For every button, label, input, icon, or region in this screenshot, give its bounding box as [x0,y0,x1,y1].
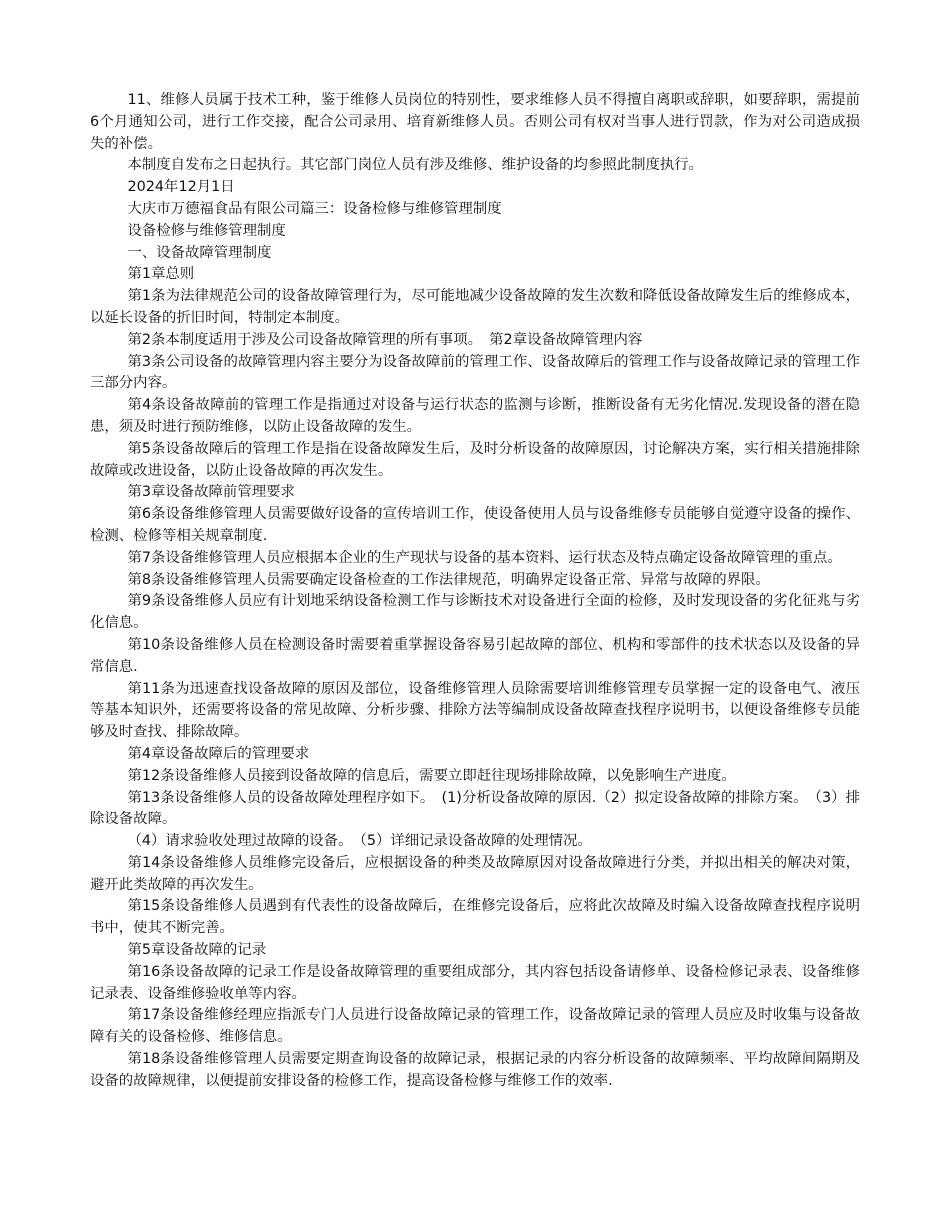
paragraph-article-2: 第2条本制度适用于涉及公司设备故障管理的所有事项。 第2章设备故障管理内容 [127,331,643,348]
paragraph-doc-title: 设备检修与维修管理制度 [127,222,286,239]
paragraph-chapter-1: 第1章总则 [127,266,195,283]
paragraph-section-heading: 一、设备故障管理制度 [127,244,272,261]
paragraph-article-15: 第15条设备维修人员遇到有代表性的设备故障后，在维修完设备后，应将此次故障及时编入设备故障查找程序说明书中，使其不断完善。 [90,898,860,937]
paragraph-article-11: 第11条为迅速查找设备故障的原因及部位，设备维修管理人员除需要培训维修管理专员掌握一定的设备电气、液压等基本知识外，还需要将设备的常见故障、分析步骤、排除方法等编制成设备故障查找程序说明书，以便设备维修专员能够及时查找、排除故障。 [90,680,860,741]
paragraph-article-18: 第18条设备维修管理人员需要定期查询设备的故障记录，根据记录的内容分析设备的故障频率、平均故障间隔期及设备的故障规律，以便提前安排设备的检修工作，提高设备检修与维修工作的效率. [90,1051,860,1089]
paragraph-article-7: 第7条设备维修管理人员应根据本企业的生产现状与设备的基本资料、运行状态及特点确定设备故障管理的重点。 [127,549,842,566]
paragraph-article-1: 第1条为法律规范公司的设备故障管理行为，尽可能地减少设备故障的发生次数和降低设备故障发生后的维修成本，以延长设备的折旧时间，特制定本制度。 [90,288,860,326]
paragraph-article-16: 第16条设备故障的记录工作是设备故障管理的重要组成部分，其内容包括设备请修单、设备检修记录表、设备维修记录表、设备维修验收单等内容。 [90,963,860,1002]
paragraph-article-13-steps: （4）请求验收处理过故障的设备。 （5）详细记录设备故障的处理情况。 [127,833,592,850]
paragraph-resignation-rule: 11、维修人员属于技术工种，鉴于维修人员岗位的特别性，要求维修人员不得擅自离职或辞职，如要辞职，需提前6个月通知公司，进行工作交接，配合公司录用、培育新维修人员。否则公司有权对当事人进行罚款，作为对公司造成损失的补偿。 [90,92,860,152]
paragraph-date: 2024年12月1日 [127,179,235,196]
paragraph-effective-statement: 本制度自发布之日起执行。其它部门岗位人员有涉及维修、维护设备的均参照此制度执行。 [127,157,704,174]
paragraph-company-heading: 大庆市万德福食品有限公司篇三：设备检修与维修管理制度 [127,200,502,217]
paragraph-article-12: 第12条设备维修人员接到设备故障的信息后，需要立即赶往现场排除故障，以免影响生产进度。 [127,767,736,784]
paragraph-chapter-3: 第3章设备故障前管理要求 [127,484,295,501]
paragraph-article-8: 第8条设备维修管理人员需要确定设备检查的工作法律规范，明确界定设备正常、异常与故障的界限。 [127,571,770,588]
paragraph-article-4: 第4条设备故障前的管理工作是指通过对设备与运行状态的监测与诊断，推断设备有无劣化情况.发现设备的潜在隐患，须及时进行预防维修，以防止设备故障的发生。 [90,397,860,435]
paragraph-article-13: 第13条设备维修人员的设备故障处理程序如下。 (1)分析设备故障的原因.（2）拟定设备故障的排除方案。 （3）排除设备故障。 [90,789,860,828]
paragraph-article-6: 第6条设备维修管理人员需要做好设备的宣传培训工作，使设备使用人员与设备维修专员能够自觉遵守设备的操作、检测、检修等相关规章制度. [90,506,860,544]
paragraph-article-10: 第10条设备维修人员在检测设备时需要着重掌握设备容易引起故障的部位、机构和零部件的技术状态以及设备的异常信息. [90,636,860,675]
paragraph-chapter-4: 第4章设备故障后的管理要求 [127,745,310,762]
paragraph-article-17: 第17条设备维修经理应指派专门人员进行设备故障记录的管理工作，设备故障记录的管理人员应及时收集与设备故障有关的设备检修、维修信息。 [90,1007,860,1046]
paragraph-article-3: 第3条公司设备的故障管理内容主要分为设备故障前的管理工作、设备故障后的管理工作与设备故障记录的管理工作三部分内容。 [90,353,860,392]
paragraph-article-9: 第9条设备维修人员应有计划地采纳设备检测工作与诊断技术对设备进行全面的检修，及时发现设备的劣化征兆与劣化信息。 [90,593,860,632]
paragraph-chapter-5: 第5章设备故障的记录 [127,942,267,959]
document-page [90,90,860,1093]
paragraph-article-5: 第5条设备故障后的管理工作是指在设备故障发生后，及时分析设备的故障原因，讨论解决方案，实行相关措施排除故障或改进设备，以防止设备故障的再次发生。 [90,440,860,479]
paragraph-article-14: 第14条设备维修人员维修完设备后，应根据设备的种类及故障原因对设备故障进行分类，并拟出相关的解决对策，避开此类故障的再次发生。 [90,854,860,893]
